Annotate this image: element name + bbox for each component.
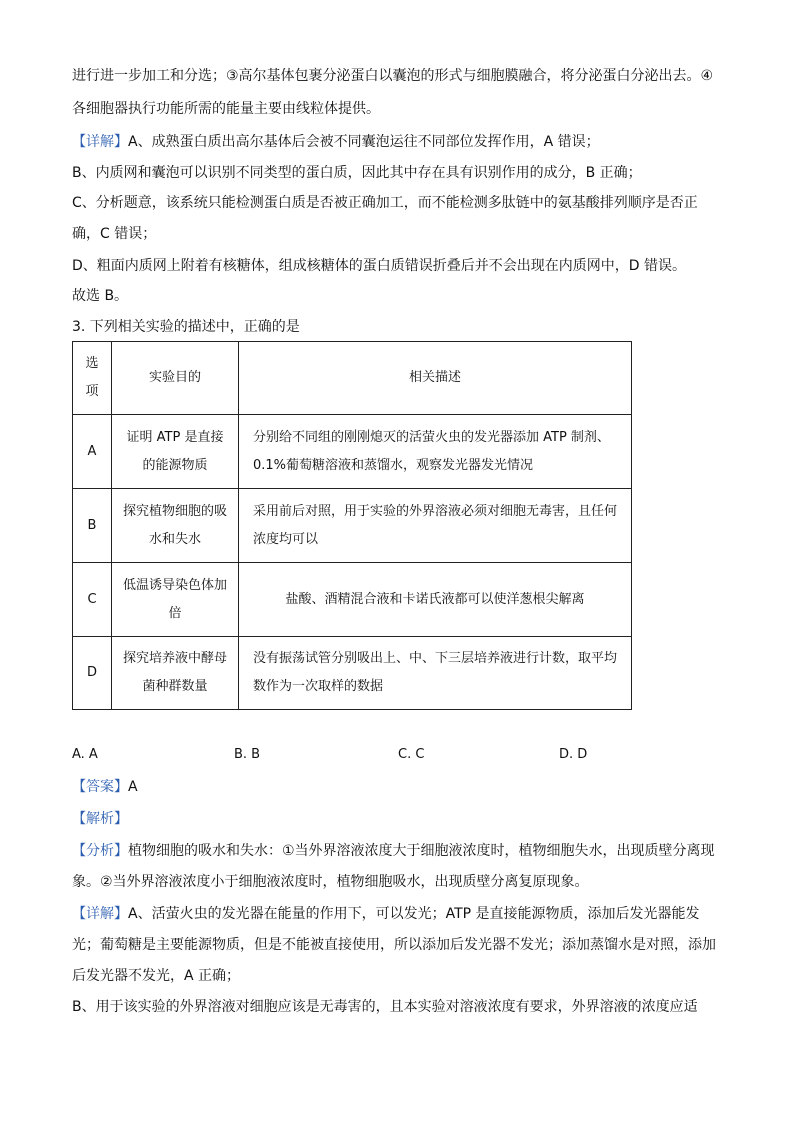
- detail-line: [72, 132, 600, 152]
- question-stem: 3. 下列相关实验的描述中，正确的是: [72, 319, 300, 335]
- detail-line: B、内质网和囊泡可以识别不同类型的蛋白质，因此其中存在具有识别作用的成分，B 正确；: [72, 165, 642, 181]
- detail2-text: A、活萤火虫的发光器在能量的作用下，可以发光；ATP 是直接能源物质，添加后发光器能发: [128, 906, 700, 922]
- row-description: 采用前后对照，用于实验的外界溶液必须对细胞无毒害，且任何浓度均可以: [239, 489, 632, 563]
- row-purpose: 证明 ATP 是直接的能源物质: [112, 415, 239, 489]
- table-row: [73, 563, 632, 637]
- analysis-text: 植物细胞的吸水和失水：①当外界溶液浓度大于细胞液浓度时，植物细胞失水，出现质壁分离现: [128, 843, 715, 859]
- header-purpose: 实验目的: [112, 342, 239, 415]
- table-row: [73, 415, 632, 489]
- row-purpose: 探究培养液中酵母菌种群数量: [112, 637, 239, 710]
- detail-line: C、分析题意，该系统只能检测蛋白质是否被正确加工，而不能检测多肽链中的氨基酸排列顺序是否正: [72, 195, 698, 211]
- answer-tag: 【答案】: [72, 779, 128, 795]
- detail2-line: 后发光器不发光，A 正确；: [72, 968, 241, 984]
- row-option: D: [73, 637, 112, 710]
- option-c: C. C: [398, 747, 425, 762]
- row-description: 没有振荡试管分别吸出上、中、下三层培养液进行计数，取平均数作为一次取样的数据: [239, 637, 632, 710]
- option-a: A. A: [72, 747, 98, 762]
- row-purpose: 探究植物细胞的吸水和失水: [112, 489, 239, 563]
- detail-text: A、成熟蛋白质出高尔基体后会被不同囊泡运往不同部位发挥作用，A 错误；: [128, 134, 600, 150]
- answer-value: A: [128, 779, 138, 795]
- analysis-heading: 【解析】: [72, 811, 128, 827]
- detail2-line: [72, 904, 700, 924]
- detail-tag: 【详解】: [72, 134, 128, 150]
- intro-line: 进行进一步加工和分选；③高尔基体包裹分泌蛋白以囊泡的形式与细胞膜融合，将分泌蛋白分泌出去。④: [72, 68, 714, 84]
- row-option: C: [73, 563, 112, 637]
- analysis-tag: 【分析】: [72, 843, 128, 859]
- row-description: 盐酸、酒精混合液和卡诺氏液都可以使洋葱根尖解离: [239, 563, 632, 637]
- experiment-table: [72, 341, 632, 710]
- detail2-tag: 【详解】: [72, 906, 128, 922]
- table-header-row: [73, 342, 632, 415]
- option-d: D. D: [559, 747, 588, 762]
- header-option: 选项: [73, 342, 112, 415]
- detail2-line: B、用于该实验的外界溶液对细胞应该是无毒害的，且本实验对溶液浓度有要求，外界溶液的浓度应适: [72, 999, 698, 1015]
- option-b: B. B: [234, 747, 261, 762]
- detail2-line: 光；葡萄糖是主要能源物质，但是不能被直接使用，所以添加后发光器不发光；添加蒸馏水是对照，添加: [72, 937, 716, 953]
- answer-line: [72, 777, 138, 797]
- analysis-line: 象。②当外界溶液浓度小于细胞液浓度时，植物细胞吸水，出现质壁分离复原现象。: [72, 874, 589, 890]
- detail-line: 故选 B。: [72, 288, 129, 304]
- row-description: 分别给不同组的刚刚熄灭的活萤火虫的发光器添加 ATP 制剂、0.1%葡萄糖溶液和蒸馏水，观察发光器发光情况: [239, 415, 632, 489]
- header-description: 相关描述: [239, 342, 632, 415]
- row-option: A: [73, 415, 112, 489]
- detail-line: D、粗面内质网上附着有核糖体，组成核糖体的蛋白质错误折叠后并不会出现在内质网中，D 错误。: [72, 258, 687, 274]
- analysis-line: [72, 841, 715, 861]
- intro-line: 各细胞器执行功能所需的能量主要由线粒体提供。: [72, 101, 380, 117]
- row-option: B: [73, 489, 112, 563]
- table-row: [73, 489, 632, 563]
- row-purpose: 低温诱导染色体加倍: [112, 563, 239, 637]
- table-row: [73, 637, 632, 710]
- detail-line: 确，C 错误；: [72, 226, 157, 242]
